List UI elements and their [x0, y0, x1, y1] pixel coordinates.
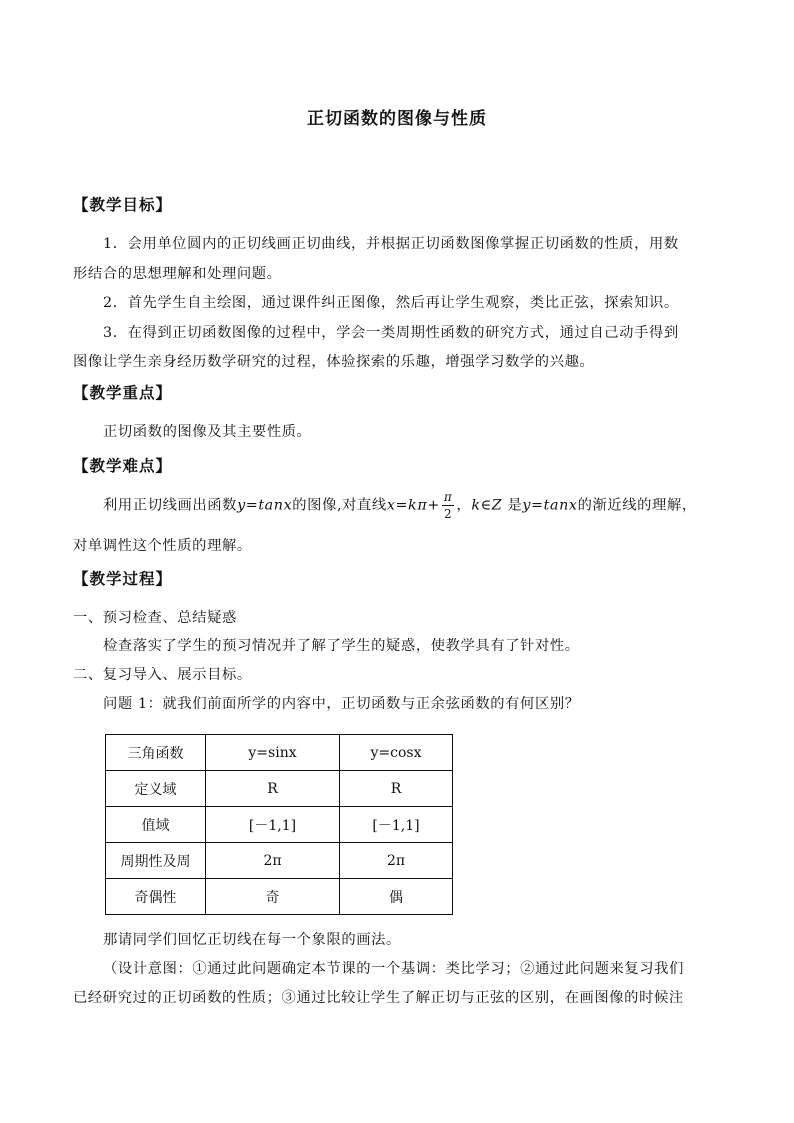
design-intent-line-1: （设计意图：①通过此问题确定本节课的一个基调：类比学习；②通过此问题来复习我们	[103, 961, 684, 977]
goal-line-1: 1．会用单位圆内的正切线画正切曲线，并根据正切函数图像掌握正切函数的性质，用数	[103, 236, 679, 252]
design-intent-line-2: 已经研究过的正切函数的性质；③通过比较让学生了解正切与正弦的区别，在画图像的时候注	[73, 990, 684, 1006]
fraction-pi-over-2	[442, 489, 455, 522]
heading-key-points: 【教学重点】	[73, 383, 173, 402]
table-cell: 值域	[106, 807, 206, 843]
table-cell: [－1,1]	[206, 807, 340, 843]
table-cell: 2π	[206, 843, 340, 879]
table-cell: 定义域	[106, 771, 206, 807]
question-1: 问题 1：就我们前面所学的内容中，正切函数与正余弦函数的有何区别？	[103, 696, 580, 712]
table-cell: y=sinx	[206, 735, 340, 771]
heading-goals: 【教学目标】	[73, 195, 173, 214]
process-step-1: 一、预习检查、总结疑惑	[73, 610, 237, 626]
heading-difficult-points: 【教学难点】	[73, 456, 173, 475]
table-cell: 偶	[340, 879, 453, 915]
difficult-line-1	[103, 489, 697, 522]
table-row	[106, 843, 453, 879]
table-cell: 奇	[206, 879, 340, 915]
fraction-denominator: 2	[444, 507, 453, 521]
process-step-1-text: 检查落实了学生的预习情况并了解了学生的疑惑，使教学具有了针对性。	[103, 638, 580, 654]
after-table-text: 那请同学们回忆正切线在每一个象限的画法。	[103, 932, 401, 948]
math-x-kpi: x=kπ+	[386, 497, 440, 514]
difficult-text-b: 的图像,对直线	[292, 497, 387, 514]
trig-comparison-table	[105, 734, 453, 915]
difficult-text-d: 是	[507, 497, 523, 514]
table-cell: [－1,1]	[340, 807, 453, 843]
table-cell: R	[206, 771, 340, 807]
heading-teaching-process: 【教学过程】	[73, 569, 173, 588]
table-row	[106, 735, 453, 771]
table-cell: 2π	[340, 843, 453, 879]
goal-line-4: 3．在得到正切函数图像的过程中，学会一类周期性函数的研究方式，通过自己动手得到	[103, 325, 679, 341]
math-y-tanx-2: y=tanx	[522, 497, 578, 514]
goal-line-2: 形结合的思想理解和处理问题。	[73, 266, 282, 282]
process-step-2: 二、复习导入、展示目标。	[73, 667, 252, 683]
table-row	[106, 879, 453, 915]
goal-line-5: 图像让学生亲身经历数学研究的过程，体验探索的乐趣，增强学习数学的兴趣。	[73, 354, 595, 370]
table-row	[106, 807, 453, 843]
goal-line-3: 2．首先学生自主绘图，通过课件纠正图像，然后再让学生观察，类比正弦，探索知识。	[103, 295, 679, 311]
fraction-numerator: π	[443, 490, 453, 504]
math-k-in-z: k∈Z	[471, 497, 503, 514]
document-title: 正切函数的图像与性质	[307, 109, 487, 129]
table-cell: 奇偶性	[106, 879, 206, 915]
key-points-text: 正切函数的图像及其主要性质。	[103, 424, 312, 440]
table-cell: 三角函数	[106, 735, 206, 771]
difficult-text-c: ，	[456, 497, 472, 514]
math-y-tanx: y=tanx	[237, 497, 293, 514]
difficult-line-2: 对单调性这个性质的理解。	[73, 538, 252, 554]
difficult-text-e: 的渐近线的理解，	[577, 497, 697, 514]
table-cell: 周期性及周	[106, 843, 206, 879]
table-cell: y=cosx	[340, 735, 453, 771]
difficult-text-a: 利用正切线画出函数	[103, 497, 238, 514]
table-cell: R	[340, 771, 453, 807]
table-row	[106, 771, 453, 807]
